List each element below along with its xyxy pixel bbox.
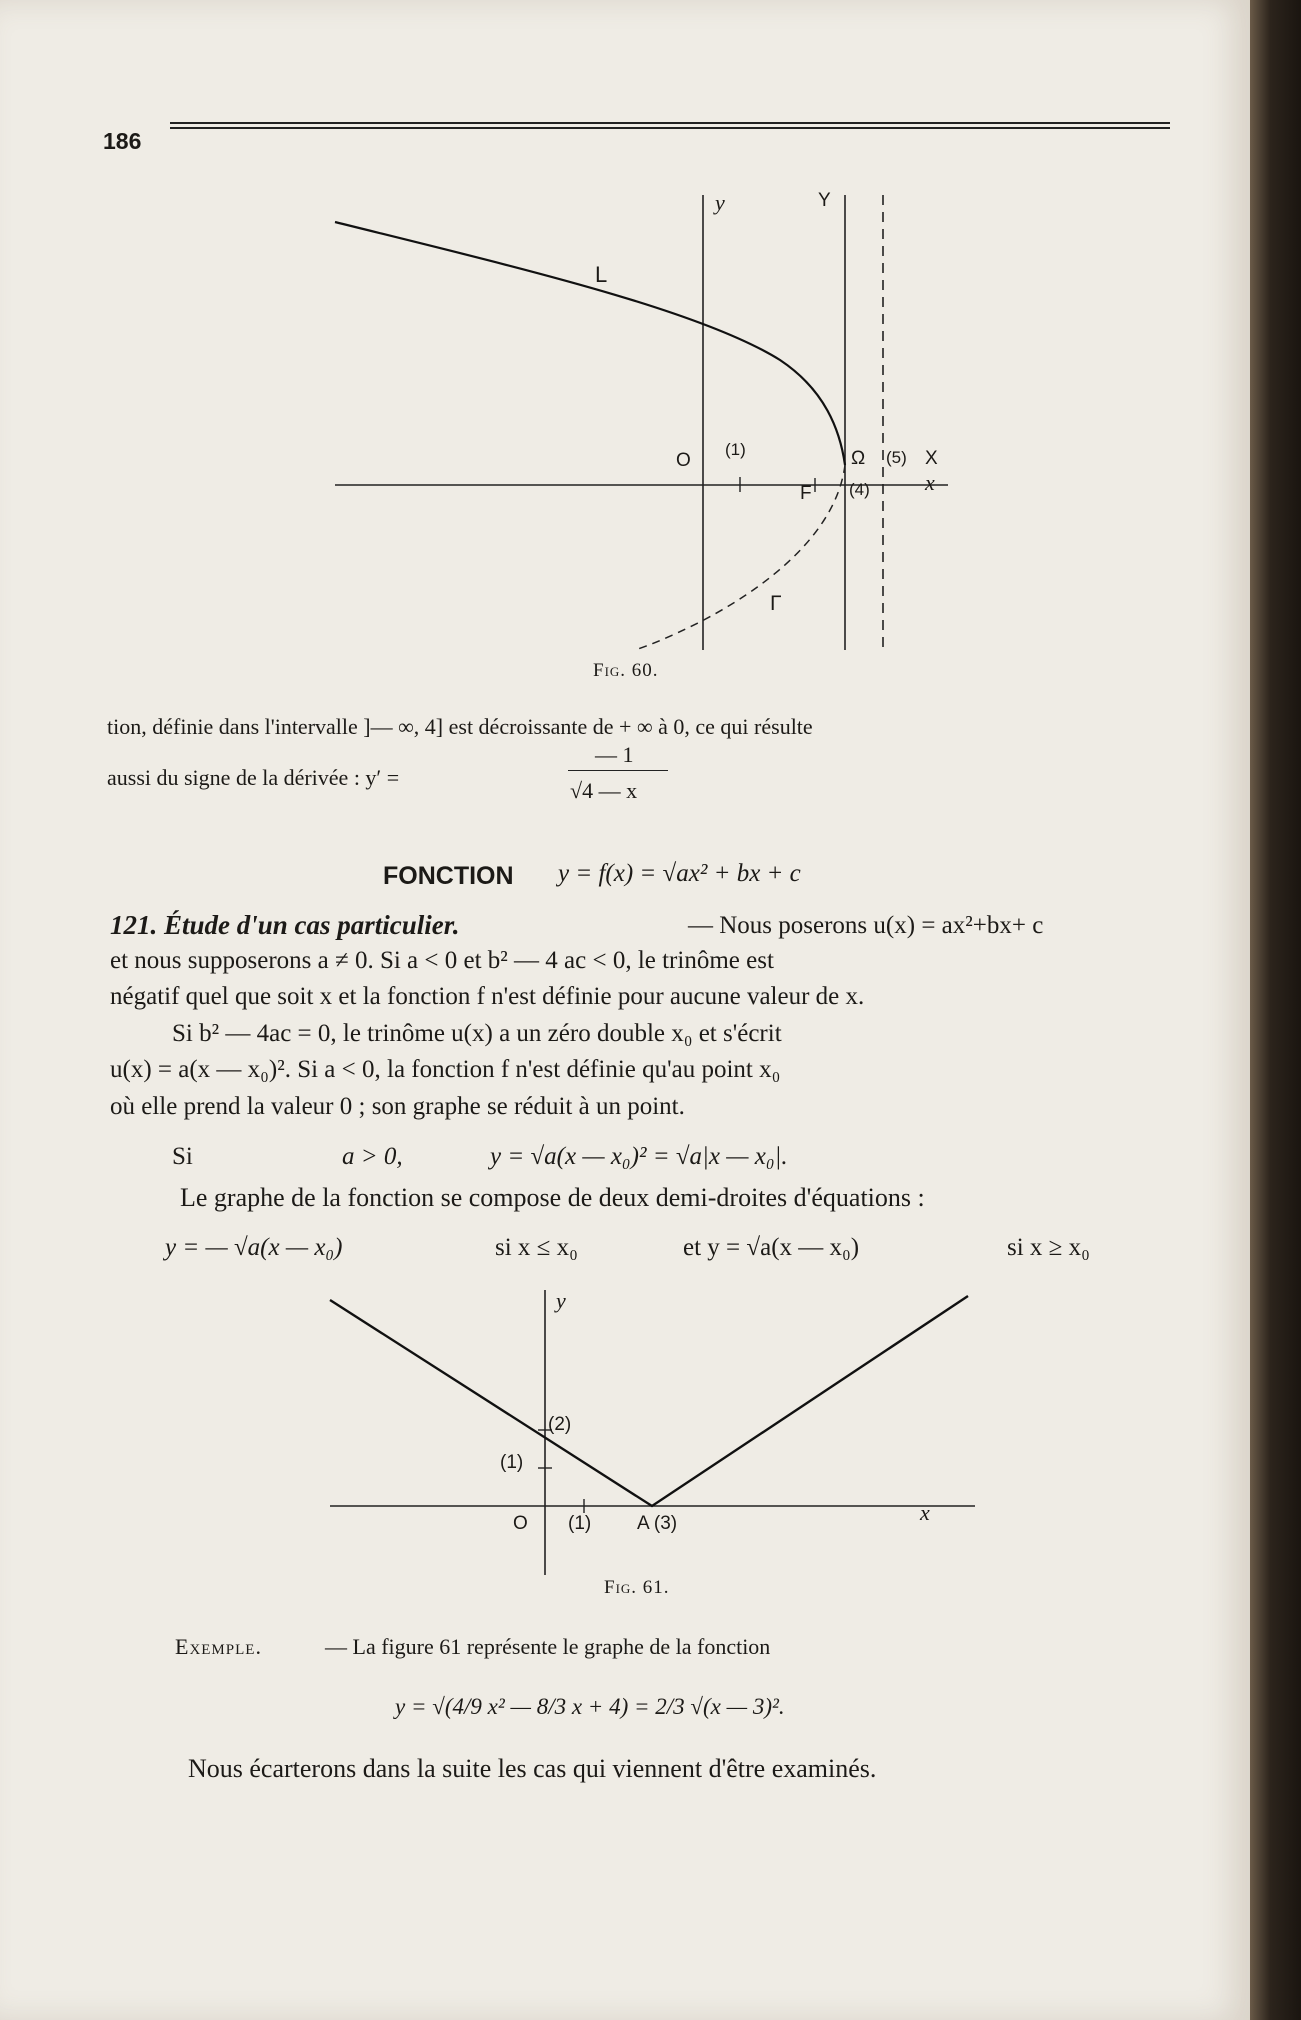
section-121-line1: — Nous poserons u(x) = ax²+bx+ c [688,912,1044,939]
fig60-label-gamma: Γ [770,592,782,615]
exemple-formula: y = √(4/9 x² — 8/3 x + 4) = 2/3 √(x — 3)². [395,1694,785,1719]
si-formula: y = √a(x — x₀)² = √a|x — x₀|. [490,1143,788,1170]
section-121-line3: négatif quel que soit x et la fonction f n'est définie pour aucune valeur de x. [110,983,865,1010]
fig60-curve-L [335,222,845,465]
para1-line2: aussi du signe de la dérivée : y′ = [107,765,400,790]
fig61-label-O: O [513,1513,528,1534]
para1-fraction-den: √4 — x [570,778,638,803]
equation-1-condition: si x ≤ x₀ [495,1234,578,1261]
fig60-label-5: (5) [886,448,907,467]
equation-2-condition: si x ≥ x₀ [1007,1234,1090,1261]
graphe-line: Le graphe de la fonction se compose de deux demi-droites d'équations : [180,1183,925,1212]
fig60-label-x: x [925,470,935,495]
fig60-curve-gamma [635,465,845,650]
fig61-caption: Fig. 61. [604,1577,670,1598]
fig60-label-Y: Y [818,190,831,211]
closing-line: Nous écarterons dans la suite les cas qui viennent d'être examinés. [188,1754,877,1783]
exemple-label: Exemple. [175,1634,262,1659]
page-number: 186 [103,128,142,154]
fig61-label-x: x [920,1500,930,1525]
fig60-label-X: X [925,448,938,469]
para1-fraction-num: — 1 [595,742,634,767]
section-121-line2: et nous supposerons a ≠ 0. Si a < 0 et b² — 4 ac < 0, le trinôme est [110,947,774,974]
si-condition: a > 0, [342,1143,403,1170]
fig60-label-4: (4) [849,480,870,499]
para1-fraction-bar [568,770,668,771]
fig60-label-y: y [715,190,725,215]
fig60-label-1: (1) [725,440,746,459]
exemple-text: — La figure 61 représente le graphe de la fonction [325,1634,771,1659]
fig61-label-1x: (1) [568,1513,592,1534]
fig61-label-2: (2) [548,1414,572,1435]
section-121-line4: Si b² — 4ac = 0, le trinôme u(x) a un zéro double x₀ et s'écrit [172,1020,782,1047]
si-label: Si [172,1143,193,1170]
fonction-heading-formula: y = f(x) = √ax² + bx + c [558,860,801,887]
section-121-line6: où elle prend la valeur 0 ; son graphe se réduit à un point. [110,1093,685,1120]
fig60-caption: Fig. 60. [593,660,659,681]
section-121-line5: u(x) = a(x — x₀)². Si a < 0, la fonction f n'est définie qu'au point x₀ [110,1056,781,1083]
equation-1: y = — √a(x — x₀) [165,1234,343,1261]
para1-line1: tion, définie dans l'intervalle ]— ∞, 4] est décroissante de + ∞ à 0, ce qui résulte [107,714,813,739]
fig61-label-A: A (3) [637,1513,678,1534]
section-121-title: 121. Étude d'un cas particulier. [110,910,460,940]
fig60-label-omega: Ω [851,448,866,469]
fig60-label-F: F [800,483,812,504]
fig61-label-1y: (1) [500,1452,524,1473]
equation-2: et y = √a(x — x₀) [683,1234,860,1261]
fig60-label-L: L [595,262,608,287]
fonction-heading-label: FONCTION [383,862,514,890]
fig61-label-y: y [556,1288,566,1313]
fig61-graph [330,1296,968,1506]
fig60-label-O: O [676,450,691,471]
